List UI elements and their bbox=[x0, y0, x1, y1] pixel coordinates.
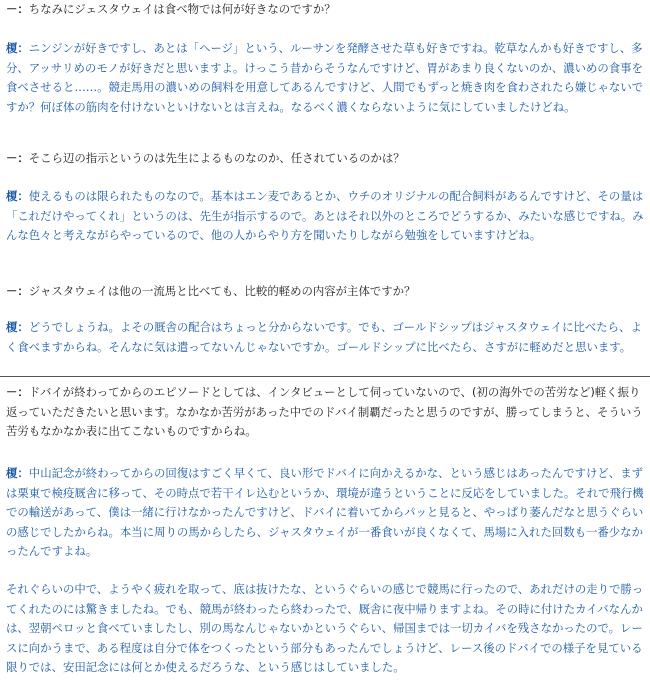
paragraph-text: 使えるものは限られたものなので。基本はエン麦であるとか、ウチのオリジナルの配合飼料があるんですけど、その量は「これだけやってくれ」というのは、先生が指示するので。あとはそれ以外のところでどうするか、みたいな感じですね。みんな色々と考えながらやっているので、他の人からやり方を聞いたりしながら勉強をしていますけどね。 bbox=[6, 189, 644, 243]
speaker-label: －： bbox=[6, 2, 29, 16]
question-paragraph bbox=[6, 0, 645, 20]
speaker-label: 榎： bbox=[6, 466, 29, 480]
speaker-label: 榎： bbox=[6, 189, 29, 203]
speaker-label: 榎： bbox=[6, 41, 29, 55]
paragraph-text: どうでしょうね。よその厩舎の配合はちょっと分からないです。でも、ゴールドシップはジャスタウェイに比べたら、よく食べますからね。そんなに気は遣ってないんじゃないですか。ゴールドシップに比べたら、さすがに軽めだと思います。 bbox=[6, 320, 642, 354]
speaker-label: 榎： bbox=[6, 320, 29, 334]
answer-paragraph bbox=[6, 318, 645, 357]
paragraph-text: ドバイが終わってからのエピソードとしては、インタビューとして伺っていないので、(初の海外での苦労など)軽く振り返っていただきたいと思います。なかなか苦労があった中でのドバイ制覇だったと思うのですが、勝ってしまうと、そういう苦労もなかなか表に出てこないものですからね。 bbox=[6, 385, 643, 439]
speaker-label: －： bbox=[6, 284, 29, 298]
paragraph-text: ちなみにジェスタウェイは食べ物では何が好きなのですか？ bbox=[28, 2, 336, 16]
answer-paragraph bbox=[6, 187, 645, 246]
section-divider bbox=[0, 376, 650, 377]
question-paragraph bbox=[6, 149, 645, 169]
answer-paragraph bbox=[6, 464, 645, 562]
answer-paragraph bbox=[6, 580, 645, 678]
speaker-label: －： bbox=[6, 385, 29, 399]
question-paragraph bbox=[6, 282, 645, 302]
paragraph-text: そこら辺の指示というのは先生によるものなのか、任されているのかは？ bbox=[28, 151, 405, 165]
speaker-label: －： bbox=[6, 151, 29, 165]
paragraph-text: ニンジンが好きですし、あとは「ヘージ」という、ルーサンを発酵させた草も好きですね。乾草なんかも好きですし、多分、アッサリめのモノが好きだと思いますよ。けっこう昔からそうなんですけど、胃があまり良くないのか、濃いめの食事を食べさせると……。競走馬用の濃いめの飼料を用意してあるんですけど、人間でもずっと焼き肉を食わされたら嫌じゃないですか？何ぼ体の筋肉を付けないといけないとは言えね。なるべく濃くならないように気にしていましたけどね。 bbox=[6, 41, 644, 114]
paragraph-text: 中山記念が終わってからの回復はすごく早くて、良い形でドバイに向かえるかな、という感じはあったんですけど、まずは栗東で検疫厩舎に移って、その時点で若干イレ込むというか、環境が違うということに反応をしていました。それで飛行機での輸送があって、僕は一緒に行けなかったんですけど、ドバイに着いてからパッと見ると、やっぱり萎んだなと思うぐらいの感じでしたからね。本当に周りの馬からしたら、ジャスタウェイが一番食いが良くなくて、馬場に入れた回数も一番少なかったんですよね。 bbox=[6, 466, 644, 559]
paragraph-text: それぐらいの中で、ようやく疲れを取って、底は抜けたな、というぐらいの感じで競馬に行ったので、あれだけの走りで勝ってくれたのには驚きましたね。でも、競馬が終わったら終わったで、厩舎に夜中帰りますよね。その時に付けたカイバなんかは、翌朝ペロッと食べていましたし、別の馬なんじゃないかというぐらい、帰国までは一切カイバを残さなかったので。レースに向かうまで、ある程度は自分で体をつくったという部分もあったんでしょうけど、レース後のドバイでの様子を見ている限りでは、安田記念には何とか使えるだろうな、という感じはしていました。 bbox=[6, 582, 644, 675]
answer-paragraph bbox=[6, 39, 645, 117]
question-paragraph bbox=[6, 383, 645, 442]
paragraph-text: ジャスタウェイは他の一流馬と比べても、比較的軽めの内容が主体ですか？ bbox=[28, 284, 416, 298]
